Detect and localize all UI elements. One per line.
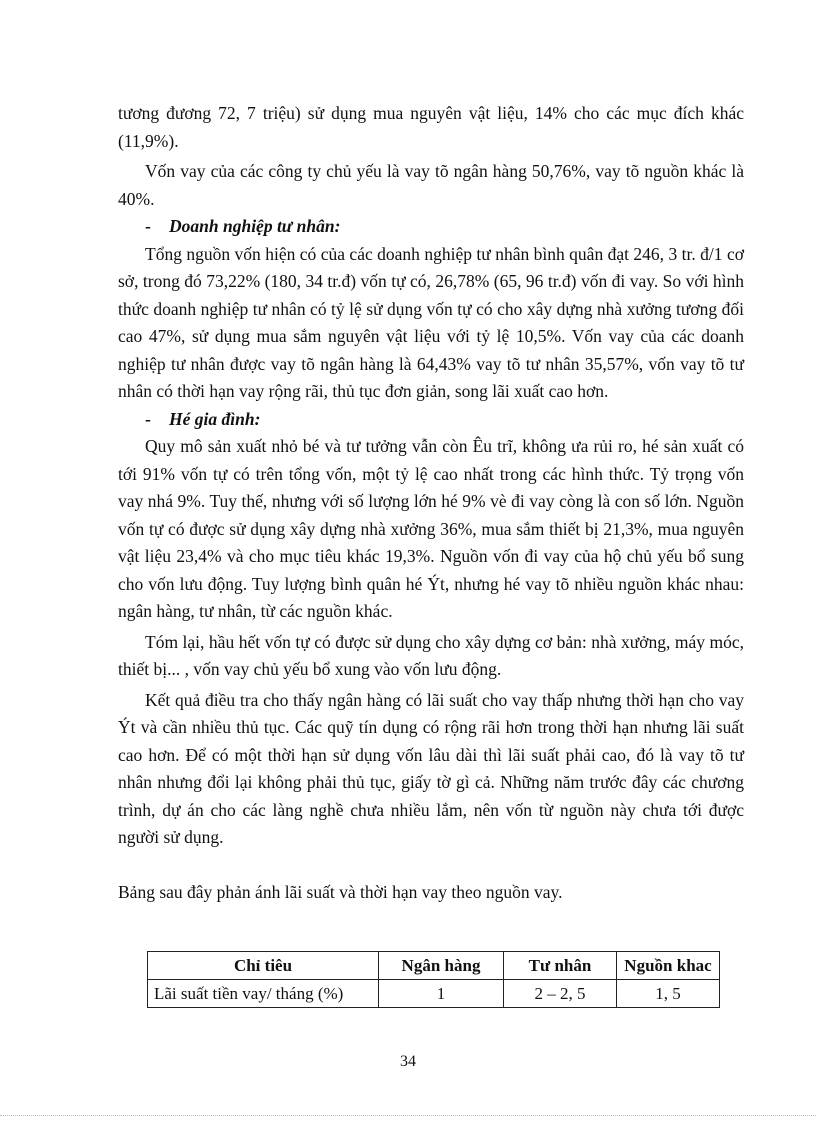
table-cell: Lãi suất tiền vay/ tháng (%): [148, 980, 379, 1008]
section-heading-text: Hé gia đình:: [169, 408, 261, 429]
section-heading: [118, 213, 744, 241]
bullet-dash: -: [145, 408, 151, 429]
table-cell: 1, 5: [617, 980, 720, 1008]
paragraph: tương đương 72, 7 triệu) sử dụng mua nguyên vật liệu, 14% cho các mục đích khác (11,9%).: [118, 103, 744, 151]
table-header-cell: Nguồn khac: [617, 952, 720, 980]
paragraph: Vốn vay của các công ty chủ yếu là vay tõ ngân hàng 50,76%, vay tõ nguồn khác là 40%.: [118, 161, 744, 209]
table-intro: Bảng sau đây phản ánh lãi suất và thời hạn vay theo nguồn vay.: [118, 881, 563, 902]
paragraph: Kết quả điều tra cho thấy ngân hàng có lãi suất cho vay thấp nhưng thời hạn cho vay Ýt và cần nhiều thủ tục. Các quỹ tín dụng có rộng rãi hơn trong thời hạn nhưng lãi suất cao hơn. Để có một thời hạn sử dụng vốn lâu dài thì lãi suất phải cao, đó là vay tõ tư nhân nhưng đổi lại không phải thủ tục, giấy tờ gì cả. Những năm trước đây các chương trình, dự án cho các làng nghề chưa nhiều lắm, nên vốn từ nguồn này chưa tới được người sử dụng.: [118, 689, 744, 847]
table-row: [148, 980, 720, 1008]
table-header-cell: Chỉ tiêu: [148, 952, 379, 980]
paragraph: Tóm lại, hầu hết vốn tự có được sử dụng cho xây dựng cơ bản: nhà xưởng, máy móc, thiết bị... , vốn vay chủ yếu bổ xung vào vốn lưu động.: [118, 631, 744, 679]
table-header-cell: Tư nhân: [504, 952, 617, 980]
paragraph: Tổng nguồn vốn hiện có của các doanh nghiệp tư nhân bình quân đạt 246, 3 tr. đ/1 cơ sở, trong đó 73,22% (180, 34 tr.đ) vốn tự có, 26,78% (65, 96 tr.đ) vốn đi vay. So với hình thức doanh nghiệp tư nhân có tỷ lệ sử dụng vốn tự có cho xây dựng nhà xưởng tương đối cao 47%, sử dụng mua sắm nguyên vật liệu với tỷ lệ 10,5%. Vốn vay của các doanh nghiệp tư nhân được vay tõ ngân hàng là 64,43% vay tõ tư nhân 35,57%, vốn vay tõ tư nhân có thời hạn vay rộng rãi, thủ tục đơn giản, song lãi xuất cao hơn.: [118, 243, 744, 401]
interest-rate-table: [147, 951, 720, 1008]
section-heading: [118, 406, 744, 434]
table-cell: 2 – 2, 5: [504, 980, 617, 1008]
paragraph: Quy mô sản xuất nhỏ bé và tư tưởng vẫn còn Êu trĩ, không ưa rủi ro, hé sản xuất có tới 91% vốn tự có trên tổng vốn, một tỷ lệ cao nhất trong các hình thức. Tỷ trọng vốn vay nhá 9%. Tuy thế, nhưng với số lượng lớn hé 9% vè đi vay còng là con số lớn. Nguồn vốn tự có được sử dụng xây dựng nhà xưởng 36%, mua sắm thiết bị 21,3%, mua nguyên vật liệu 23,4% và cho mục tiêu khác 19,3%. Nguồn vốn đi vay của hộ chủ yếu bổ sung cho vốn lưu động. Tuy lượng bình quân hé Ýt, nhưng hé vay tõ nhiều nguồn khác nhau: ngân hàng, tư nhân, từ các nguồn khác.: [118, 436, 744, 621]
table-header-cell: Ngân hàng: [379, 952, 504, 980]
table-header-row: [148, 952, 720, 980]
table-cell: 1: [379, 980, 504, 1008]
bullet-dash: -: [145, 216, 151, 236]
body-text: [118, 100, 744, 906]
page-bottom-divider: [0, 1115, 816, 1116]
page-number: 34: [400, 1053, 416, 1070]
section-heading-text: Doanh nghiệp tư nhân:: [169, 216, 341, 236]
